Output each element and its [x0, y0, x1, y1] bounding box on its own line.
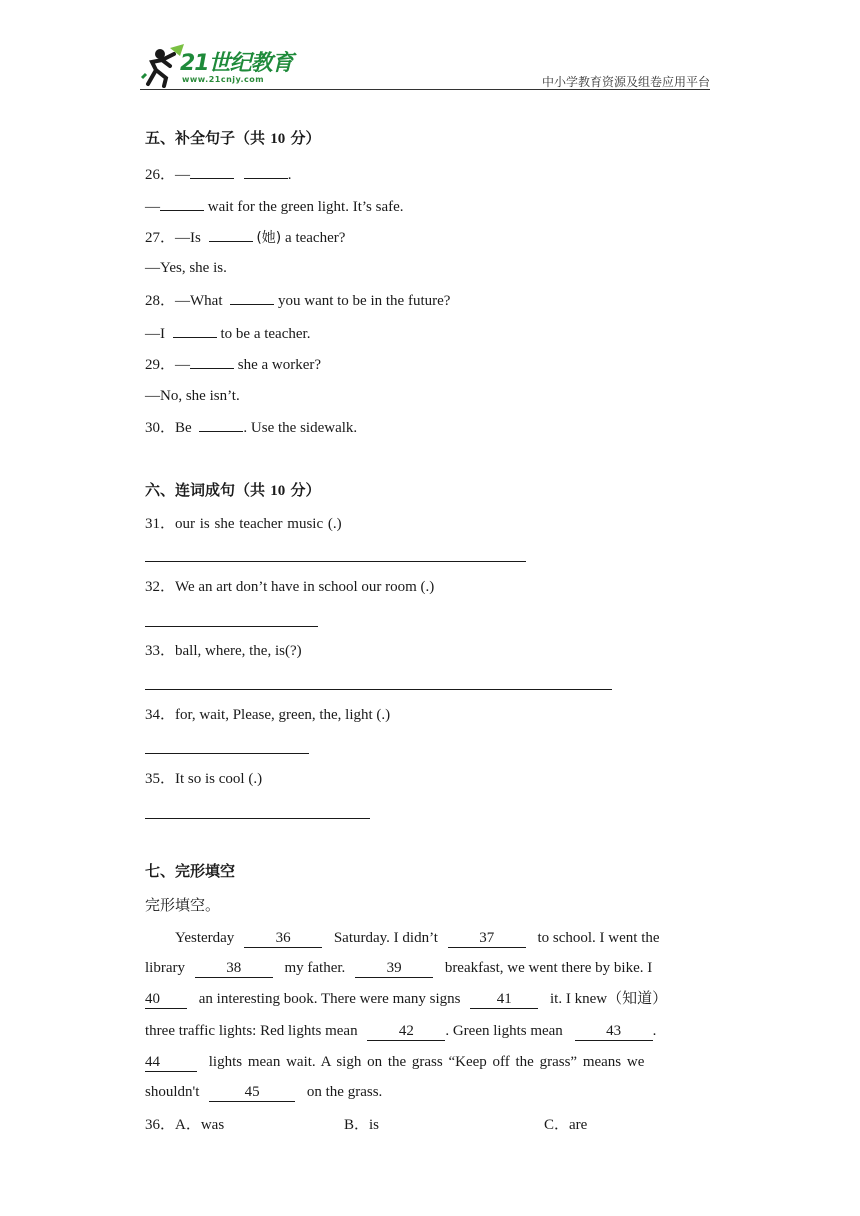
q26-line2: — wait for the green light. It’s safe.	[145, 195, 404, 217]
answer-blank[interactable]	[173, 322, 217, 338]
q34-answer-line[interactable]	[145, 753, 309, 754]
cloze-blank-42[interactable]: 42	[367, 1023, 445, 1041]
cloze-blank-40[interactable]: 40	[145, 991, 187, 1009]
q27-line2: —Yes, she is.	[145, 260, 227, 276]
q36-option-c[interactable]: C．are	[544, 1117, 588, 1133]
q27-line1: 27．—Is (她) a teacher?	[145, 226, 345, 248]
q31-answer-line[interactable]	[145, 561, 526, 562]
q32-prompt: 32．We an art don’t have in school our room (.)	[145, 579, 435, 595]
q29-line1: 29．— she a worker?	[145, 353, 321, 375]
q35-answer-line[interactable]	[145, 818, 370, 819]
cloze-line-3: 40 an interesting book. There were many signs 41 it. I knew（知道）	[145, 991, 668, 1007]
q34-prompt: 34．for, wait, Please, green, the, light (.)	[145, 707, 391, 723]
section6-title: 六、连词成句（共 10 分）	[145, 481, 321, 499]
cloze-line-4: three traffic lights: Red lights mean 42 . Green lights mean 43 .	[145, 1023, 657, 1039]
q29-line2: —No, she isn’t.	[145, 388, 240, 404]
logo-text: 21世纪教育	[180, 51, 293, 76]
answer-blank[interactable]	[209, 226, 253, 242]
cloze-line-1: Yesterday 36 Saturday. I didn’t 37 to school. I went the	[175, 930, 660, 946]
cloze-blank-36[interactable]: 36	[244, 930, 322, 948]
q26-line1: 26．— .	[145, 163, 292, 185]
section7-title: 七、完形填空	[145, 862, 236, 880]
cloze-blank-45[interactable]: 45	[209, 1084, 295, 1102]
section5-title: 五、补全句子（共 10 分）	[145, 129, 321, 147]
q33-answer-line[interactable]	[145, 689, 612, 690]
platform-name: 中小学教育资源及组卷应用平台	[541, 75, 710, 89]
cloze-blank-41[interactable]: 41	[470, 991, 538, 1009]
answer-blank[interactable]	[190, 353, 234, 369]
cloze-line-2: library 38 my father. 39 breakfast, we went there by bike. I	[145, 960, 653, 976]
q36-option-b[interactable]: B．is	[344, 1117, 380, 1133]
answer-blank[interactable]	[230, 289, 274, 305]
q28-line1: 28．—What you want to be in the future?	[145, 289, 450, 311]
q32-answer-line[interactable]	[145, 626, 318, 627]
answer-blank[interactable]	[190, 163, 234, 179]
cloze-line-5: 44 lights mean wait. A sigh on the grass “Keep off the grass” means we	[145, 1054, 645, 1070]
answer-blank[interactable]	[199, 416, 243, 432]
cloze-blank-44[interactable]: 44	[145, 1054, 197, 1072]
cloze-blank-43[interactable]: 43	[575, 1023, 653, 1041]
cloze-blank-37[interactable]: 37	[448, 930, 526, 948]
logo-url: www.21cnjy.com	[182, 75, 265, 84]
q33-prompt: 33．ball, where, the, is(?)	[145, 643, 302, 659]
q36-option-a[interactable]: 36．A．was	[145, 1117, 225, 1133]
section7-intro: 完形填空。	[145, 896, 221, 914]
cloze-blank-39[interactable]: 39	[355, 960, 433, 978]
q30-line: 30．Be . Use the sidewalk.	[145, 416, 357, 438]
q35-prompt: 35．It so is cool (.)	[145, 771, 263, 787]
answer-blank[interactable]	[244, 163, 288, 179]
cloze-line-6: shouldn't 45 on the grass.	[145, 1084, 383, 1100]
cloze-blank-38[interactable]: 38	[195, 960, 273, 978]
answer-blank[interactable]	[160, 195, 204, 211]
page-header	[140, 40, 710, 90]
q28-line2: —I to be a teacher.	[145, 322, 310, 344]
q31-prompt: 31．our is she teacher music (.)	[145, 516, 342, 532]
header-divider	[140, 89, 710, 90]
